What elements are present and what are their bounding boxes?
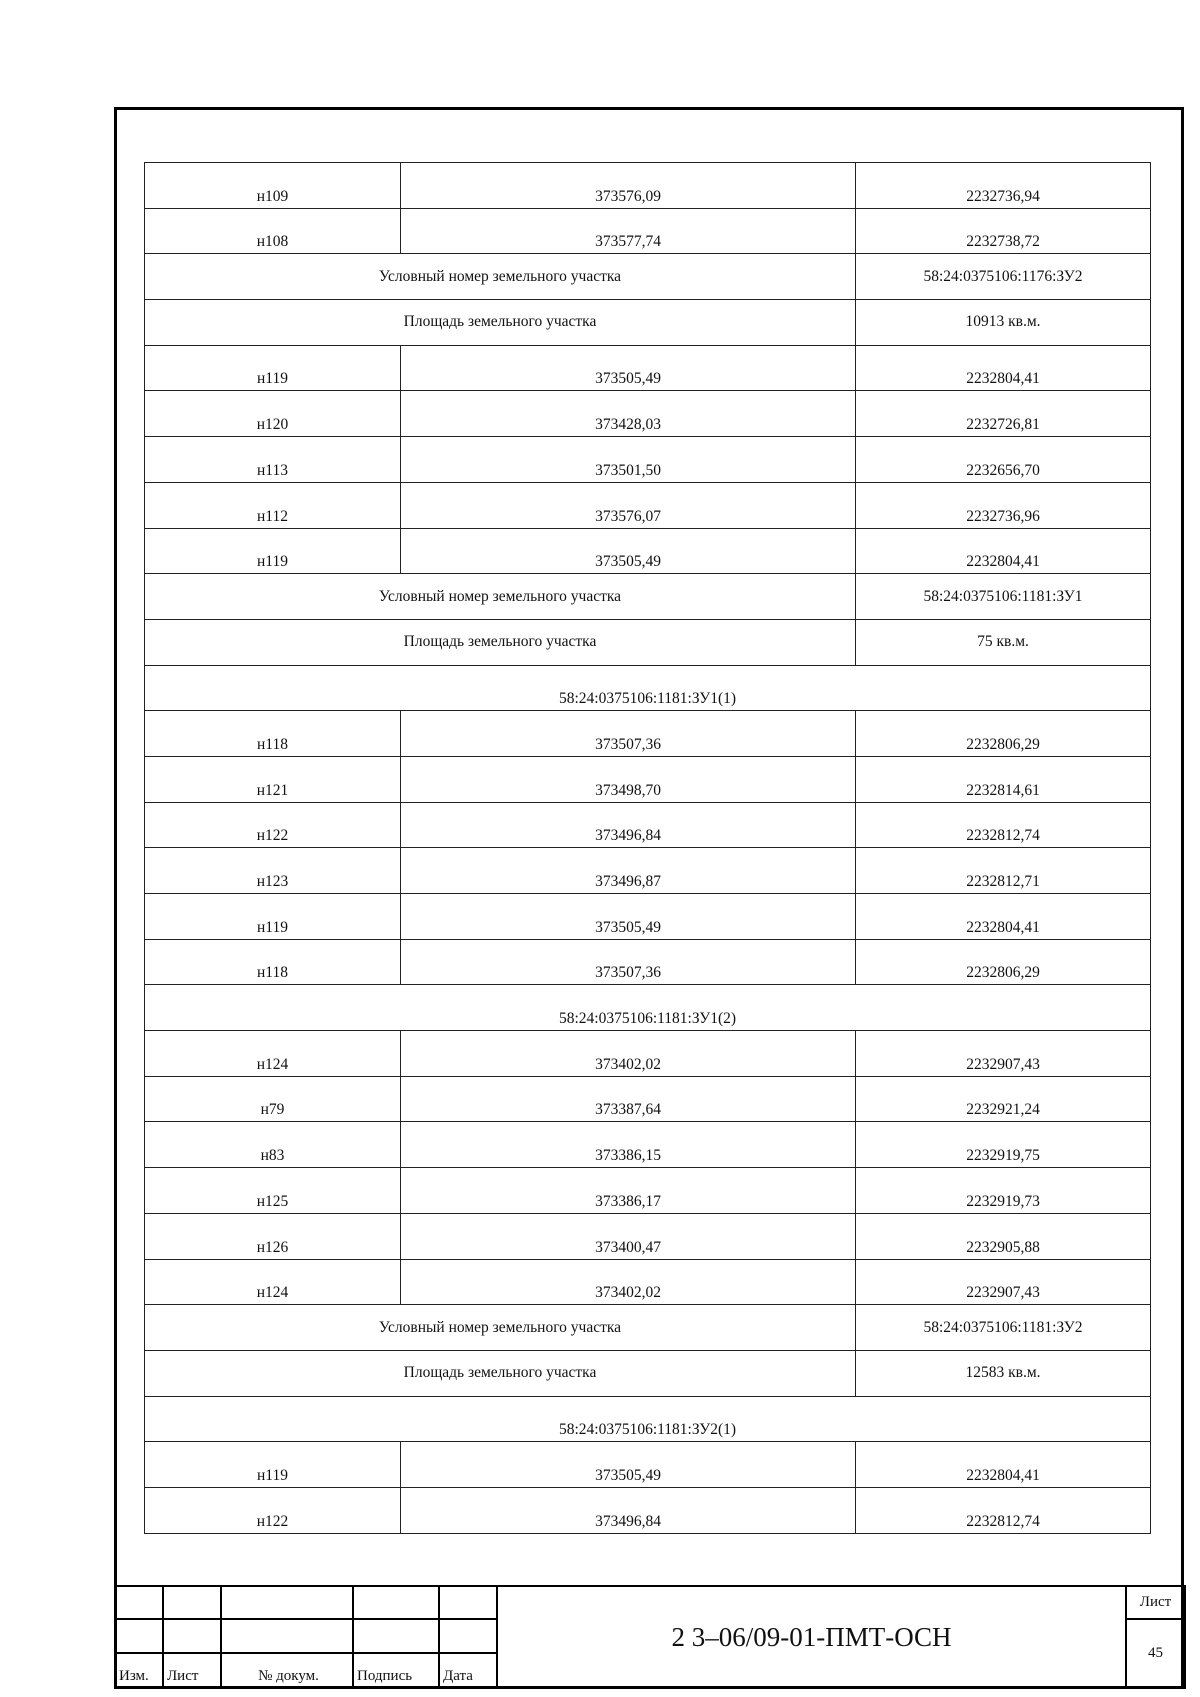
point-name-cell: н118 — [145, 711, 401, 757]
x-coordinate-cell: 373386,15 — [401, 1122, 856, 1168]
info-label-cell: Условный номер земельного участка — [145, 1305, 856, 1351]
stamp-dokum-label: № докум. — [221, 1653, 353, 1688]
y-coordinate-cell: 2232656,70 — [856, 437, 1151, 483]
table-row — [145, 711, 1151, 757]
title-block — [114, 1585, 1186, 1689]
stamp-podpis-label: Подпись — [353, 1653, 439, 1688]
sheet-number: 45 — [1126, 1619, 1185, 1688]
table-row — [145, 163, 1151, 209]
point-name-cell: н123 — [145, 848, 401, 894]
table-row — [145, 482, 1151, 528]
table-row — [145, 1076, 1151, 1122]
x-coordinate-cell: 373496,87 — [401, 848, 856, 894]
info-label-cell: Условный номер земельного участка — [145, 574, 856, 620]
point-name-cell: н112 — [145, 482, 401, 528]
y-coordinate-cell: 2232814,61 — [856, 756, 1151, 802]
point-name-cell: н124 — [145, 1259, 401, 1305]
point-name-cell: н113 — [145, 437, 401, 483]
x-coordinate-cell: 373386,17 — [401, 1168, 856, 1214]
y-coordinate-cell: 2232738,72 — [856, 208, 1151, 254]
info-value-cell: 75 кв.м. — [856, 619, 1151, 665]
stamp-cell — [353, 1619, 439, 1652]
info-value-cell: 58:24:0375106:1181:ЗУ2 — [856, 1305, 1151, 1351]
info-label-cell: Условный номер земельного участка — [145, 254, 856, 300]
y-coordinate-cell: 2232919,73 — [856, 1168, 1151, 1214]
point-name-cell: н109 — [145, 163, 401, 209]
table-row — [145, 345, 1151, 391]
y-coordinate-cell: 2232736,94 — [856, 163, 1151, 209]
point-name-cell: н119 — [145, 528, 401, 574]
stamp-data-label: Дата — [439, 1653, 497, 1688]
point-name-cell: н119 — [145, 1442, 401, 1488]
y-coordinate-cell: 2232804,41 — [856, 345, 1151, 391]
point-name-cell: н119 — [145, 345, 401, 391]
y-coordinate-cell: 2232726,81 — [856, 391, 1151, 437]
table-row — [145, 802, 1151, 848]
table-row — [145, 1031, 1151, 1077]
point-name-cell: н79 — [145, 1076, 401, 1122]
table-row — [145, 1122, 1151, 1168]
point-name-cell: н119 — [145, 894, 401, 940]
info-value-cell: 58:24:0375106:1176:ЗУ2 — [856, 254, 1151, 300]
stamp-cell — [163, 1586, 221, 1619]
x-coordinate-cell: 373387,64 — [401, 1076, 856, 1122]
point-name-cell: н125 — [145, 1168, 401, 1214]
table-row — [145, 1305, 1151, 1351]
table-row — [145, 619, 1151, 665]
x-coordinate-cell: 373402,02 — [401, 1259, 856, 1305]
stamp-cell — [353, 1586, 439, 1619]
document-code: 2 3–06/09-01-ПМТ-ОСН — [497, 1586, 1126, 1688]
x-coordinate-cell: 373498,70 — [401, 756, 856, 802]
table-row — [145, 1350, 1151, 1396]
y-coordinate-cell: 2232919,75 — [856, 1122, 1151, 1168]
table-row — [145, 528, 1151, 574]
table-row — [145, 254, 1151, 300]
x-coordinate-cell: 373576,09 — [401, 163, 856, 209]
y-coordinate-cell: 2232907,43 — [856, 1259, 1151, 1305]
point-name-cell: н124 — [145, 1031, 401, 1077]
y-coordinate-cell: 2232736,96 — [856, 482, 1151, 528]
table-row — [145, 985, 1151, 1031]
info-label-cell: Площадь земельного участка — [145, 619, 856, 665]
info-value-cell: 58:24:0375106:1181:ЗУ1 — [856, 574, 1151, 620]
y-coordinate-cell: 2232812,74 — [856, 802, 1151, 848]
x-coordinate-cell: 373505,49 — [401, 528, 856, 574]
y-coordinate-cell: 2232804,41 — [856, 894, 1151, 940]
table-row — [145, 756, 1151, 802]
y-coordinate-cell: 2232905,88 — [856, 1213, 1151, 1259]
y-coordinate-cell: 2232812,74 — [856, 1487, 1151, 1533]
stamp-list-label: Лист — [163, 1653, 221, 1688]
stamp-cell — [115, 1586, 163, 1619]
table-row — [145, 848, 1151, 894]
table-row — [145, 437, 1151, 483]
section-header-cell: 58:24:0375106:1181:ЗУ1(2) — [145, 985, 1151, 1031]
table-row — [145, 939, 1151, 985]
table-row — [145, 208, 1151, 254]
stamp-cell — [163, 1619, 221, 1652]
x-coordinate-cell: 373505,49 — [401, 345, 856, 391]
table-row — [145, 665, 1151, 711]
x-coordinate-cell: 373428,03 — [401, 391, 856, 437]
point-name-cell: н121 — [145, 756, 401, 802]
table-row — [145, 1213, 1151, 1259]
table-row — [145, 1396, 1151, 1442]
table-row — [145, 1442, 1151, 1488]
x-coordinate-cell: 373505,49 — [401, 1442, 856, 1488]
point-name-cell: н118 — [145, 939, 401, 985]
table-row — [145, 574, 1151, 620]
info-value-cell: 12583 кв.м. — [856, 1350, 1151, 1396]
table-row — [145, 1168, 1151, 1214]
sheet-label: Лист — [1126, 1586, 1185, 1619]
stamp-cell — [221, 1619, 353, 1652]
stamp-cell — [439, 1586, 497, 1619]
y-coordinate-cell: 2232804,41 — [856, 528, 1151, 574]
table-row — [145, 391, 1151, 437]
table-row — [145, 1487, 1151, 1533]
x-coordinate-cell: 373496,84 — [401, 1487, 856, 1533]
y-coordinate-cell: 2232907,43 — [856, 1031, 1151, 1077]
stamp-cell — [115, 1619, 163, 1652]
y-coordinate-cell: 2232806,29 — [856, 939, 1151, 985]
point-name-cell: н120 — [145, 391, 401, 437]
table-row — [145, 894, 1151, 940]
x-coordinate-cell: 373402,02 — [401, 1031, 856, 1077]
x-coordinate-cell: 373577,74 — [401, 208, 856, 254]
stamp-cell — [439, 1619, 497, 1652]
x-coordinate-cell: 373505,49 — [401, 894, 856, 940]
stamp-cell — [221, 1586, 353, 1619]
table-row — [145, 300, 1151, 346]
point-name-cell: н108 — [145, 208, 401, 254]
x-coordinate-cell: 373507,36 — [401, 711, 856, 757]
point-name-cell: н126 — [145, 1213, 401, 1259]
y-coordinate-cell: 2232806,29 — [856, 711, 1151, 757]
y-coordinate-cell: 2232804,41 — [856, 1442, 1151, 1488]
x-coordinate-cell: 373400,47 — [401, 1213, 856, 1259]
x-coordinate-cell: 373507,36 — [401, 939, 856, 985]
section-header-cell: 58:24:0375106:1181:ЗУ2(1) — [145, 1396, 1151, 1442]
table-row — [145, 1259, 1151, 1305]
y-coordinate-cell: 2232921,24 — [856, 1076, 1151, 1122]
point-name-cell: н122 — [145, 802, 401, 848]
y-coordinate-cell: 2232812,71 — [856, 848, 1151, 894]
info-value-cell: 10913 кв.м. — [856, 300, 1151, 346]
section-header-cell: 58:24:0375106:1181:ЗУ1(1) — [145, 665, 1151, 711]
coordinates-table — [144, 162, 1151, 1534]
point-name-cell: н122 — [145, 1487, 401, 1533]
x-coordinate-cell: 373496,84 — [401, 802, 856, 848]
info-label-cell: Площадь земельного участка — [145, 300, 856, 346]
x-coordinate-cell: 373501,50 — [401, 437, 856, 483]
point-name-cell: н83 — [145, 1122, 401, 1168]
info-label-cell: Площадь земельного участка — [145, 1350, 856, 1396]
stamp-izm-label: Изм. — [115, 1653, 163, 1688]
x-coordinate-cell: 373576,07 — [401, 482, 856, 528]
